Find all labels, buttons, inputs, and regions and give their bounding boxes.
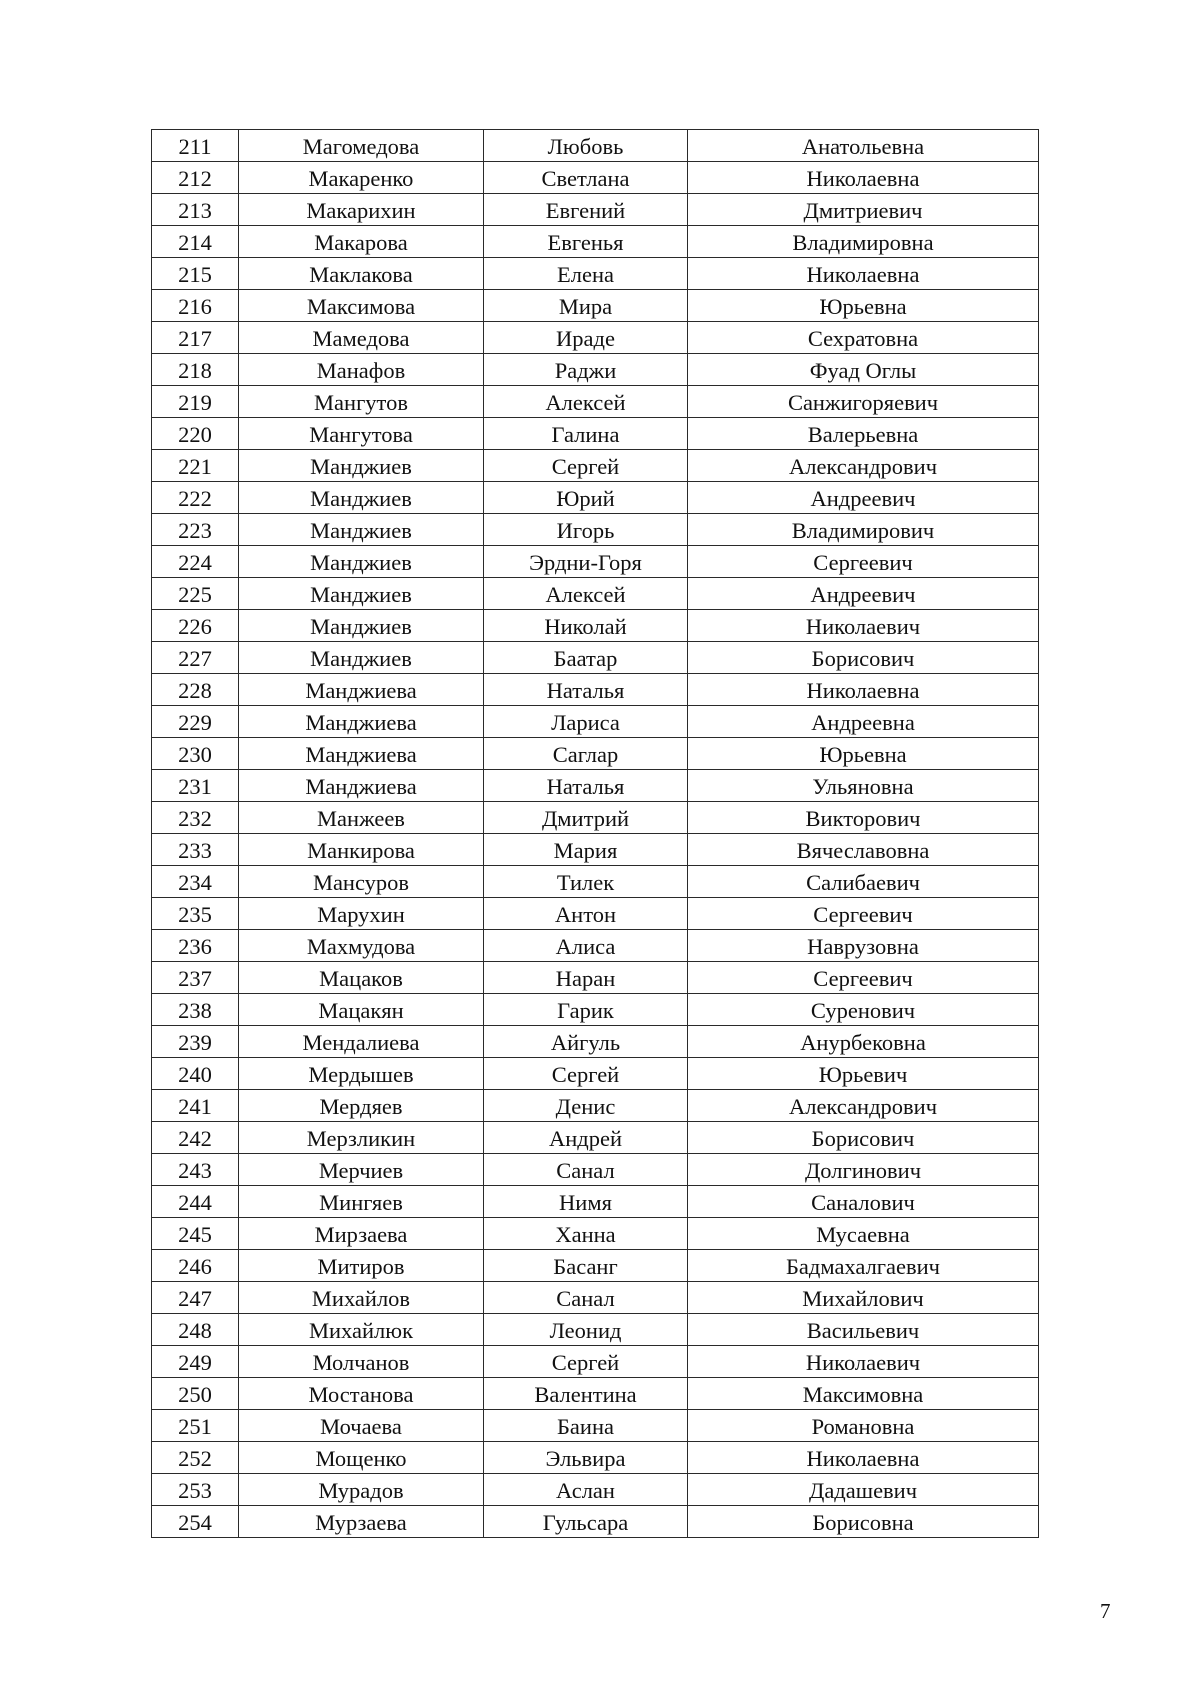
first-name-cell: Аслан xyxy=(484,1474,688,1506)
first-name-cell: Наталья xyxy=(484,770,688,802)
table-row xyxy=(152,290,1039,322)
first-name-cell: Денис xyxy=(484,1090,688,1122)
row-number-cell: 218 xyxy=(152,354,239,386)
row-number-cell: 229 xyxy=(152,706,239,738)
patronymic-cell: Долгинович xyxy=(688,1154,1039,1186)
table-row xyxy=(152,1346,1039,1378)
first-name-cell: Сергей xyxy=(484,1346,688,1378)
row-number-cell: 249 xyxy=(152,1346,239,1378)
last-name-cell: Мерзликин xyxy=(239,1122,484,1154)
table-row xyxy=(152,1186,1039,1218)
first-name-cell: Сергей xyxy=(484,450,688,482)
page-number: 7 xyxy=(1100,1599,1111,1623)
row-number-cell: 250 xyxy=(152,1378,239,1410)
row-number-cell: 234 xyxy=(152,866,239,898)
last-name-cell: Манджиева xyxy=(239,706,484,738)
last-name-cell: Мангутов xyxy=(239,386,484,418)
patronymic-cell: Александрович xyxy=(688,1090,1039,1122)
row-number-cell: 241 xyxy=(152,1090,239,1122)
patronymic-cell: Юрьевич xyxy=(688,1058,1039,1090)
first-name-cell: Ханна xyxy=(484,1218,688,1250)
patronymic-cell: Владимирович xyxy=(688,514,1039,546)
last-name-cell: Макарова xyxy=(239,226,484,258)
patronymic-cell: Вячеславовна xyxy=(688,834,1039,866)
table-row xyxy=(152,482,1039,514)
first-name-cell: Евгений xyxy=(484,194,688,226)
patronymic-cell: Николаевна xyxy=(688,1442,1039,1474)
last-name-cell: Манафов xyxy=(239,354,484,386)
table-row xyxy=(152,642,1039,674)
first-name-cell: Андрей xyxy=(484,1122,688,1154)
table-row xyxy=(152,1442,1039,1474)
table-row xyxy=(152,1090,1039,1122)
table-row xyxy=(152,386,1039,418)
table-row xyxy=(152,962,1039,994)
table-row xyxy=(152,1474,1039,1506)
last-name-cell: Мацаков xyxy=(239,962,484,994)
last-name-cell: Макарихин xyxy=(239,194,484,226)
table-row xyxy=(152,610,1039,642)
table-row xyxy=(152,322,1039,354)
first-name-cell: Алиса xyxy=(484,930,688,962)
first-name-cell: Светлана xyxy=(484,162,688,194)
first-name-cell: Галина xyxy=(484,418,688,450)
first-name-cell: Эльвира xyxy=(484,1442,688,1474)
table-row xyxy=(152,1282,1039,1314)
last-name-cell: Манджиев xyxy=(239,610,484,642)
first-name-cell: Гульсара xyxy=(484,1506,688,1538)
patronymic-cell: Саналович xyxy=(688,1186,1039,1218)
table-row xyxy=(152,802,1039,834)
table-row xyxy=(152,1506,1039,1538)
patronymic-cell: Андреевна xyxy=(688,706,1039,738)
patronymic-cell: Андреевич xyxy=(688,578,1039,610)
last-name-cell: Мостанова xyxy=(239,1378,484,1410)
table-row xyxy=(152,354,1039,386)
table-row xyxy=(152,1026,1039,1058)
table-row xyxy=(152,1410,1039,1442)
row-number-cell: 231 xyxy=(152,770,239,802)
table-row xyxy=(152,546,1039,578)
last-name-cell: Мочаева xyxy=(239,1410,484,1442)
table-row xyxy=(152,514,1039,546)
row-number-cell: 219 xyxy=(152,386,239,418)
table-row xyxy=(152,770,1039,802)
row-number-cell: 238 xyxy=(152,994,239,1026)
table-row xyxy=(152,930,1039,962)
last-name-cell: Махмудова xyxy=(239,930,484,962)
last-name-cell: Мендалиева xyxy=(239,1026,484,1058)
patronymic-cell: Николаевна xyxy=(688,674,1039,706)
row-number-cell: 233 xyxy=(152,834,239,866)
patronymic-cell: Сергеевич xyxy=(688,962,1039,994)
last-name-cell: Манжеев xyxy=(239,802,484,834)
table-row xyxy=(152,258,1039,290)
first-name-cell: Ираде xyxy=(484,322,688,354)
first-name-cell: Наран xyxy=(484,962,688,994)
row-number-cell: 224 xyxy=(152,546,239,578)
last-name-cell: Мамедова xyxy=(239,322,484,354)
first-name-cell: Игорь xyxy=(484,514,688,546)
last-name-cell: Мирзаева xyxy=(239,1218,484,1250)
table-row xyxy=(152,1218,1039,1250)
patronymic-cell: Валерьевна xyxy=(688,418,1039,450)
last-name-cell: Манджиева xyxy=(239,738,484,770)
first-name-cell: Айгуль xyxy=(484,1026,688,1058)
row-number-cell: 223 xyxy=(152,514,239,546)
first-name-cell: Любовь xyxy=(484,130,688,162)
table-row xyxy=(152,866,1039,898)
patronymic-cell: Михайлович xyxy=(688,1282,1039,1314)
patronymic-cell: Анатольевна xyxy=(688,130,1039,162)
row-number-cell: 239 xyxy=(152,1026,239,1058)
first-name-cell: Нимя xyxy=(484,1186,688,1218)
patronymic-cell: Борисович xyxy=(688,1122,1039,1154)
patronymic-cell: Суренович xyxy=(688,994,1039,1026)
row-number-cell: 248 xyxy=(152,1314,239,1346)
patronymic-cell: Борисовна xyxy=(688,1506,1039,1538)
first-name-cell: Николай xyxy=(484,610,688,642)
table-row xyxy=(152,706,1039,738)
row-number-cell: 245 xyxy=(152,1218,239,1250)
table-row xyxy=(152,994,1039,1026)
first-name-cell: Мария xyxy=(484,834,688,866)
patronymic-cell: Сергеевич xyxy=(688,546,1039,578)
patronymic-cell: Владимировна xyxy=(688,226,1039,258)
first-name-cell: Антон xyxy=(484,898,688,930)
first-name-cell: Сергей xyxy=(484,1058,688,1090)
table-row xyxy=(152,194,1039,226)
table-row xyxy=(152,1378,1039,1410)
patronymic-cell: Салибаевич xyxy=(688,866,1039,898)
first-name-cell: Евгенья xyxy=(484,226,688,258)
first-name-cell: Раджи xyxy=(484,354,688,386)
row-number-cell: 247 xyxy=(152,1282,239,1314)
table-row xyxy=(152,738,1039,770)
last-name-cell: Манджиев xyxy=(239,450,484,482)
first-name-cell: Алексей xyxy=(484,386,688,418)
last-name-cell: Мощенко xyxy=(239,1442,484,1474)
first-name-cell: Юрий xyxy=(484,482,688,514)
patronymic-cell: Романовна xyxy=(688,1410,1039,1442)
row-number-cell: 220 xyxy=(152,418,239,450)
row-number-cell: 251 xyxy=(152,1410,239,1442)
patronymic-cell: Николаевич xyxy=(688,610,1039,642)
table-row xyxy=(152,1122,1039,1154)
table-row xyxy=(152,898,1039,930)
row-number-cell: 217 xyxy=(152,322,239,354)
row-number-cell: 213 xyxy=(152,194,239,226)
last-name-cell: Мердяев xyxy=(239,1090,484,1122)
patronymic-cell: Николаевна xyxy=(688,162,1039,194)
row-number-cell: 242 xyxy=(152,1122,239,1154)
last-name-cell: Манджиев xyxy=(239,514,484,546)
table-row xyxy=(152,834,1039,866)
table-row xyxy=(152,162,1039,194)
first-name-cell: Алексей xyxy=(484,578,688,610)
last-name-cell: Манджиева xyxy=(239,674,484,706)
table-row xyxy=(152,226,1039,258)
row-number-cell: 228 xyxy=(152,674,239,706)
first-name-cell: Валентина xyxy=(484,1378,688,1410)
first-name-cell: Леонид xyxy=(484,1314,688,1346)
row-number-cell: 237 xyxy=(152,962,239,994)
table-row xyxy=(152,1058,1039,1090)
row-number-cell: 216 xyxy=(152,290,239,322)
first-name-cell: Гарик xyxy=(484,994,688,1026)
last-name-cell: Магомедова xyxy=(239,130,484,162)
names-table xyxy=(151,129,1039,1538)
row-number-cell: 235 xyxy=(152,898,239,930)
last-name-cell: Макаренко xyxy=(239,162,484,194)
last-name-cell: Манкирова xyxy=(239,834,484,866)
table-row xyxy=(152,578,1039,610)
last-name-cell: Мангутова xyxy=(239,418,484,450)
row-number-cell: 226 xyxy=(152,610,239,642)
patronymic-cell: Наврузовна xyxy=(688,930,1039,962)
patronymic-cell: Максимовна xyxy=(688,1378,1039,1410)
row-number-cell: 221 xyxy=(152,450,239,482)
patronymic-cell: Анурбековна xyxy=(688,1026,1039,1058)
last-name-cell: Маклакова xyxy=(239,258,484,290)
row-number-cell: 230 xyxy=(152,738,239,770)
row-number-cell: 253 xyxy=(152,1474,239,1506)
row-number-cell: 211 xyxy=(152,130,239,162)
last-name-cell: Мурадов xyxy=(239,1474,484,1506)
row-number-cell: 254 xyxy=(152,1506,239,1538)
patronymic-cell: Сехратовна xyxy=(688,322,1039,354)
patronymic-cell: Юрьевна xyxy=(688,290,1039,322)
row-number-cell: 225 xyxy=(152,578,239,610)
first-name-cell: Лариса xyxy=(484,706,688,738)
table-row xyxy=(152,674,1039,706)
last-name-cell: Максимова xyxy=(239,290,484,322)
patronymic-cell: Сергеевич xyxy=(688,898,1039,930)
patronymic-cell: Александрович xyxy=(688,450,1039,482)
row-number-cell: 212 xyxy=(152,162,239,194)
row-number-cell: 215 xyxy=(152,258,239,290)
table-row xyxy=(152,1154,1039,1186)
first-name-cell: Эрдни-Горя xyxy=(484,546,688,578)
last-name-cell: Мердышев xyxy=(239,1058,484,1090)
patronymic-cell: Юрьевна xyxy=(688,738,1039,770)
patronymic-cell: Дадашевич xyxy=(688,1474,1039,1506)
patronymic-cell: Николаевич xyxy=(688,1346,1039,1378)
table-row xyxy=(152,1250,1039,1282)
first-name-cell: Баина xyxy=(484,1410,688,1442)
row-number-cell: 214 xyxy=(152,226,239,258)
row-number-cell: 252 xyxy=(152,1442,239,1474)
first-name-cell: Басанг xyxy=(484,1250,688,1282)
first-name-cell: Елена xyxy=(484,258,688,290)
row-number-cell: 240 xyxy=(152,1058,239,1090)
patronymic-cell: Фуад Оглы xyxy=(688,354,1039,386)
last-name-cell: Мацакян xyxy=(239,994,484,1026)
last-name-cell: Манджиев xyxy=(239,642,484,674)
row-number-cell: 232 xyxy=(152,802,239,834)
patronymic-cell: Андреевич xyxy=(688,482,1039,514)
table-row xyxy=(152,130,1039,162)
first-name-cell: Санал xyxy=(484,1154,688,1186)
first-name-cell: Баатар xyxy=(484,642,688,674)
patronymic-cell: Мусаевна xyxy=(688,1218,1039,1250)
last-name-cell: Митиров xyxy=(239,1250,484,1282)
last-name-cell: Манджиев xyxy=(239,482,484,514)
last-name-cell: Мурзаева xyxy=(239,1506,484,1538)
row-number-cell: 246 xyxy=(152,1250,239,1282)
table-row xyxy=(152,1314,1039,1346)
last-name-cell: Молчанов xyxy=(239,1346,484,1378)
first-name-cell: Санал xyxy=(484,1282,688,1314)
row-number-cell: 227 xyxy=(152,642,239,674)
patronymic-cell: Борисович xyxy=(688,642,1039,674)
patronymic-cell: Ульяновна xyxy=(688,770,1039,802)
last-name-cell: Манджиев xyxy=(239,546,484,578)
table-row xyxy=(152,450,1039,482)
last-name-cell: Манджиев xyxy=(239,578,484,610)
last-name-cell: Михайлюк xyxy=(239,1314,484,1346)
last-name-cell: Марухин xyxy=(239,898,484,930)
first-name-cell: Тилек xyxy=(484,866,688,898)
row-number-cell: 222 xyxy=(152,482,239,514)
last-name-cell: Мансуров xyxy=(239,866,484,898)
patronymic-cell: Николаевна xyxy=(688,258,1039,290)
row-number-cell: 244 xyxy=(152,1186,239,1218)
last-name-cell: Манджиева xyxy=(239,770,484,802)
row-number-cell: 243 xyxy=(152,1154,239,1186)
first-name-cell: Саглар xyxy=(484,738,688,770)
patronymic-cell: Дмитриевич xyxy=(688,194,1039,226)
last-name-cell: Мерчиев xyxy=(239,1154,484,1186)
names-table-body xyxy=(152,130,1039,1538)
first-name-cell: Мира xyxy=(484,290,688,322)
patronymic-cell: Бадмахалгаевич xyxy=(688,1250,1039,1282)
patronymic-cell: Васильевич xyxy=(688,1314,1039,1346)
last-name-cell: Мингяев xyxy=(239,1186,484,1218)
first-name-cell: Наталья xyxy=(484,674,688,706)
table-row xyxy=(152,418,1039,450)
row-number-cell: 236 xyxy=(152,930,239,962)
first-name-cell: Дмитрий xyxy=(484,802,688,834)
patronymic-cell: Санжигоряевич xyxy=(688,386,1039,418)
last-name-cell: Михайлов xyxy=(239,1282,484,1314)
patronymic-cell: Викторович xyxy=(688,802,1039,834)
